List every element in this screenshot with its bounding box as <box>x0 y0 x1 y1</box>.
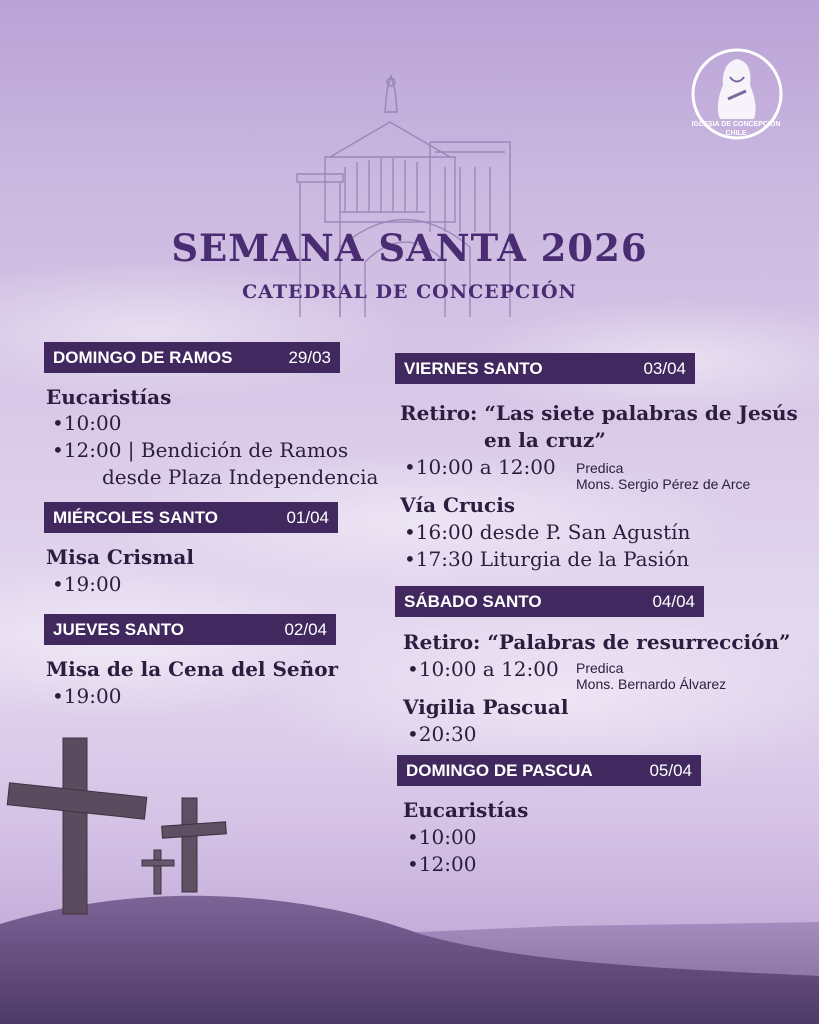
section-name: MIÉRCOLES SANTO <box>53 508 218 527</box>
heading-retiro: Retiro: “Las siete palabras de Jesús <box>400 401 798 425</box>
time-item: •10:00 a 12:00 <box>404 455 556 479</box>
section-name: VIERNES SANTO <box>404 359 543 378</box>
section-domingo-de-ramos <box>44 342 340 373</box>
section-date: 02/04 <box>284 620 327 639</box>
time-item: •19:00 <box>52 572 122 596</box>
predica-label: Predica <box>576 460 624 476</box>
time-item: •12:00 | Bendición de Ramos <box>52 438 349 462</box>
heading-via-crucis: Vía Crucis <box>400 493 516 517</box>
section-name: DOMINGO DE RAMOS <box>53 348 233 367</box>
time-item: •17:30 Liturgia de la Pasión <box>404 547 690 571</box>
heading-eucaristias: Eucaristías <box>403 798 529 822</box>
section-viernes-santo <box>395 353 695 384</box>
logo-text <box>676 120 796 138</box>
heading-misa-crismal: Misa Crismal <box>46 545 194 569</box>
heading-retiro: Retiro: “Palabras de resurrección” <box>403 630 791 654</box>
time-item: •10:00 <box>52 411 122 435</box>
section-miercoles-santo <box>44 502 338 533</box>
section-name: DOMINGO DE PASCUA <box>406 761 593 780</box>
page-subtitle: CATEDRAL DE CONCEPCIÓN <box>242 281 577 303</box>
predica-name: Mons. Bernardo Álvarez <box>576 676 727 692</box>
time-item: •10:00 <box>407 825 477 849</box>
cross-large-icon <box>7 738 147 914</box>
heading-vigilia: Vigilia Pascual <box>403 695 569 719</box>
section-name: SÁBADO SANTO <box>404 592 542 611</box>
calvary-scene <box>0 700 819 1024</box>
time-item: •12:00 <box>407 852 477 876</box>
section-date: 29/03 <box>288 348 331 367</box>
heading-misa-cena: Misa de la Cena del Señor <box>46 657 339 681</box>
predica-label: Predica <box>576 660 624 676</box>
logo-text-line2: CHILE <box>725 130 747 137</box>
time-item: •10:00 a 12:00 <box>407 657 559 681</box>
time-item: •16:00 desde P. San Agustín <box>404 520 691 544</box>
cross-small-icon <box>142 850 174 894</box>
section-sabado-santo <box>395 586 704 617</box>
predica-name: Mons. Sergio Pérez de Arce <box>576 476 751 492</box>
time-item: •19:00 <box>52 684 122 708</box>
section-date: 03/04 <box>643 359 686 378</box>
logo-text-line1: IGLESIA DE CONCEPCIÓN <box>691 121 781 128</box>
section-date: 04/04 <box>652 592 695 611</box>
heading-retiro-cont: en la cruz” <box>484 428 606 452</box>
heading-eucaristias: Eucaristías <box>46 385 172 409</box>
section-jueves-santo <box>44 614 336 645</box>
section-date: 01/04 <box>286 508 329 527</box>
cross-medium-icon <box>162 798 227 892</box>
section-date: 05/04 <box>649 761 692 780</box>
time-item-detail: desde Plaza Independencia <box>102 465 379 489</box>
time-item: •20:30 <box>407 722 477 746</box>
section-name: JUEVES SANTO <box>53 620 185 639</box>
page-title: SEMANA SANTA 2026 <box>171 226 648 270</box>
